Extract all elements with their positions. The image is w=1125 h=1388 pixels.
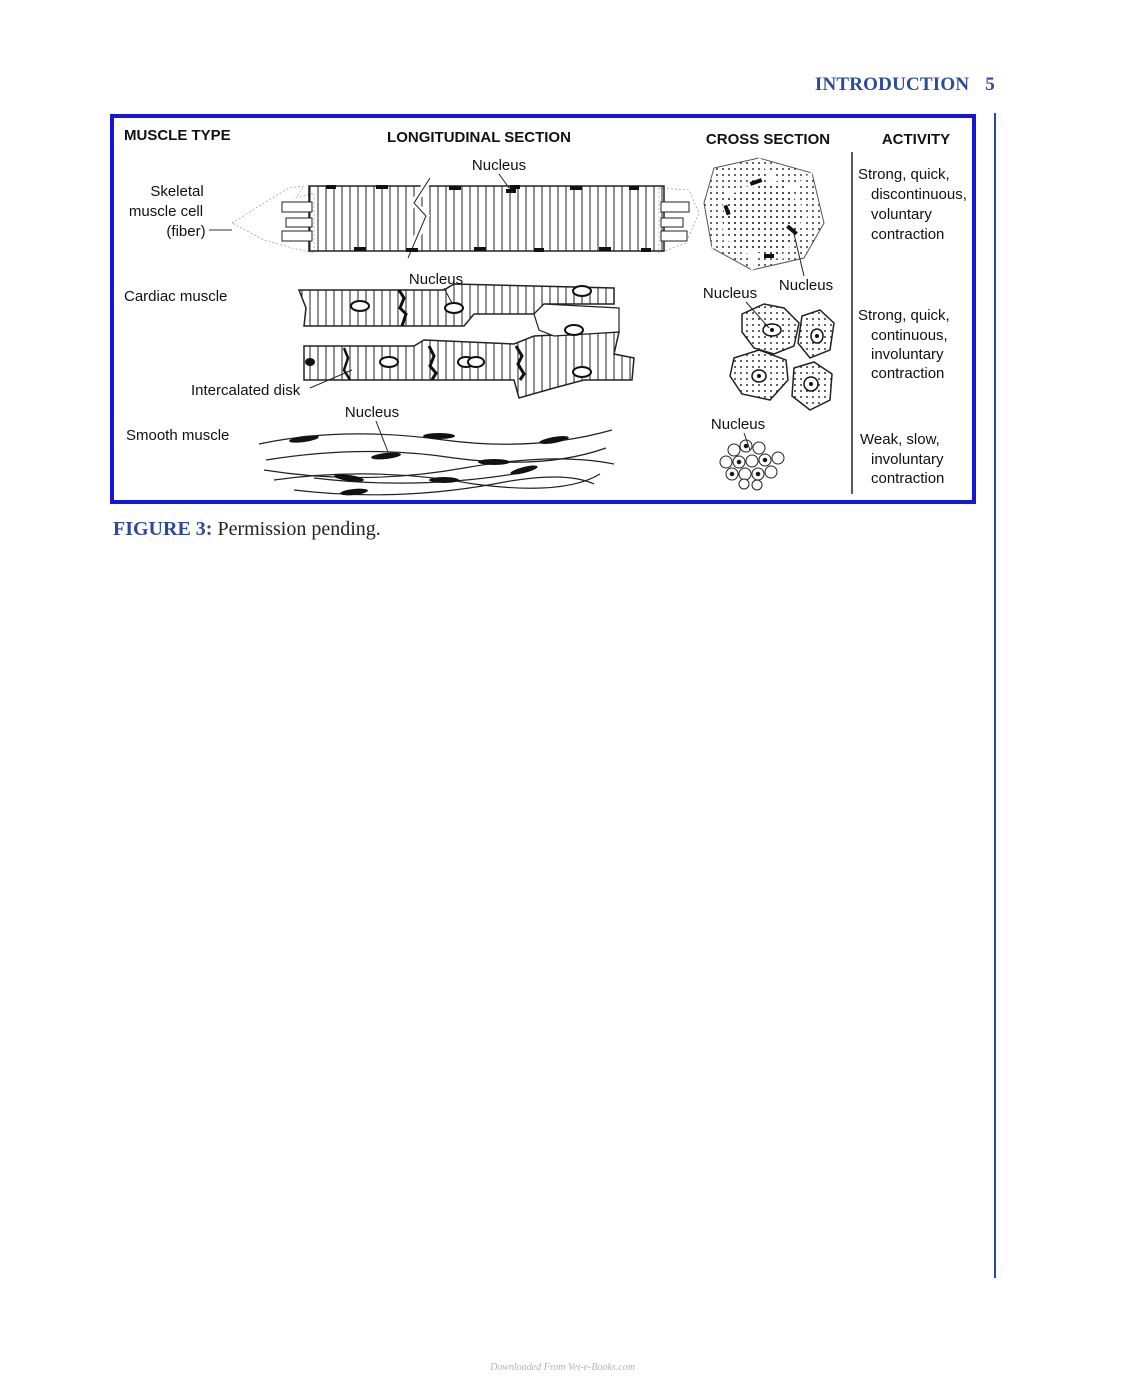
cardiac-cross-section <box>730 304 834 410</box>
col-longitudinal: LONGITUDINAL SECTION <box>387 129 571 146</box>
cardiac-nucleus-label: Nucleus <box>408 271 464 288</box>
smooth-cross-section <box>720 440 784 490</box>
skeletal-activity-3: voluntary <box>871 206 932 223</box>
smooth-activity-2: involuntary <box>871 451 944 468</box>
skeletal-activity-2: discontinuous, <box>871 186 967 203</box>
col-muscle-type: MUSCLE TYPE <box>124 127 231 144</box>
muscle-diagram <box>114 118 972 500</box>
skeletal-label-3: (fiber) <box>166 223 206 240</box>
smooth-activity-1: Weak, slow, <box>860 431 940 448</box>
cardiac-activity-3: involuntary <box>871 346 944 363</box>
cardiac-activity-2: continuous, <box>871 327 948 344</box>
cardiac-cross-nucleus-label: Nucleus <box>702 285 758 302</box>
skeletal-activity-1: Strong, quick, <box>858 166 950 183</box>
col-cross: CROSS SECTION <box>705 131 831 148</box>
watermark: Downloaded From Vet-e-Books.com <box>490 1362 635 1373</box>
running-head <box>815 74 995 96</box>
cardiac-activity-1: Strong, quick, <box>858 307 950 324</box>
smooth-activity-3: contraction <box>871 470 945 487</box>
cardiac-longitudinal <box>299 284 634 398</box>
intercalated-disk-label: Intercalated disk <box>191 382 301 399</box>
skeletal-activity-4: contraction <box>871 226 945 243</box>
skeletal-longitudinal <box>232 178 699 258</box>
skeletal-cross-nucleus-label: Nucleus <box>778 277 834 294</box>
smooth-nucleus-label: Nucleus <box>344 404 400 421</box>
margin-rule <box>994 113 996 1278</box>
cardiac-label: Cardiac muscle <box>124 288 228 305</box>
smooth-longitudinal <box>259 430 614 496</box>
col-activity: ACTIVITY <box>881 131 951 148</box>
section-title: INTRODUCTION <box>814 74 970 95</box>
page-number: 5 <box>985 74 995 95</box>
caption-text: Permission pending. <box>217 518 381 540</box>
muscle-types-figure <box>110 114 976 504</box>
skeletal-cross-section <box>704 158 824 270</box>
smooth-cross-nucleus-label: Nucleus <box>710 416 766 433</box>
cardiac-activity-4: contraction <box>871 365 945 382</box>
caption-label: FIGURE 3: <box>113 518 213 540</box>
smooth-label: Smooth muscle <box>126 427 230 444</box>
figure-caption <box>113 518 381 541</box>
skeletal-label-1: Skeletal <box>150 183 204 200</box>
skeletal-label-2: muscle cell <box>128 203 204 220</box>
smooth-nucleus-pointer <box>376 421 388 452</box>
skeletal-nucleus-label: Nucleus <box>471 157 527 174</box>
